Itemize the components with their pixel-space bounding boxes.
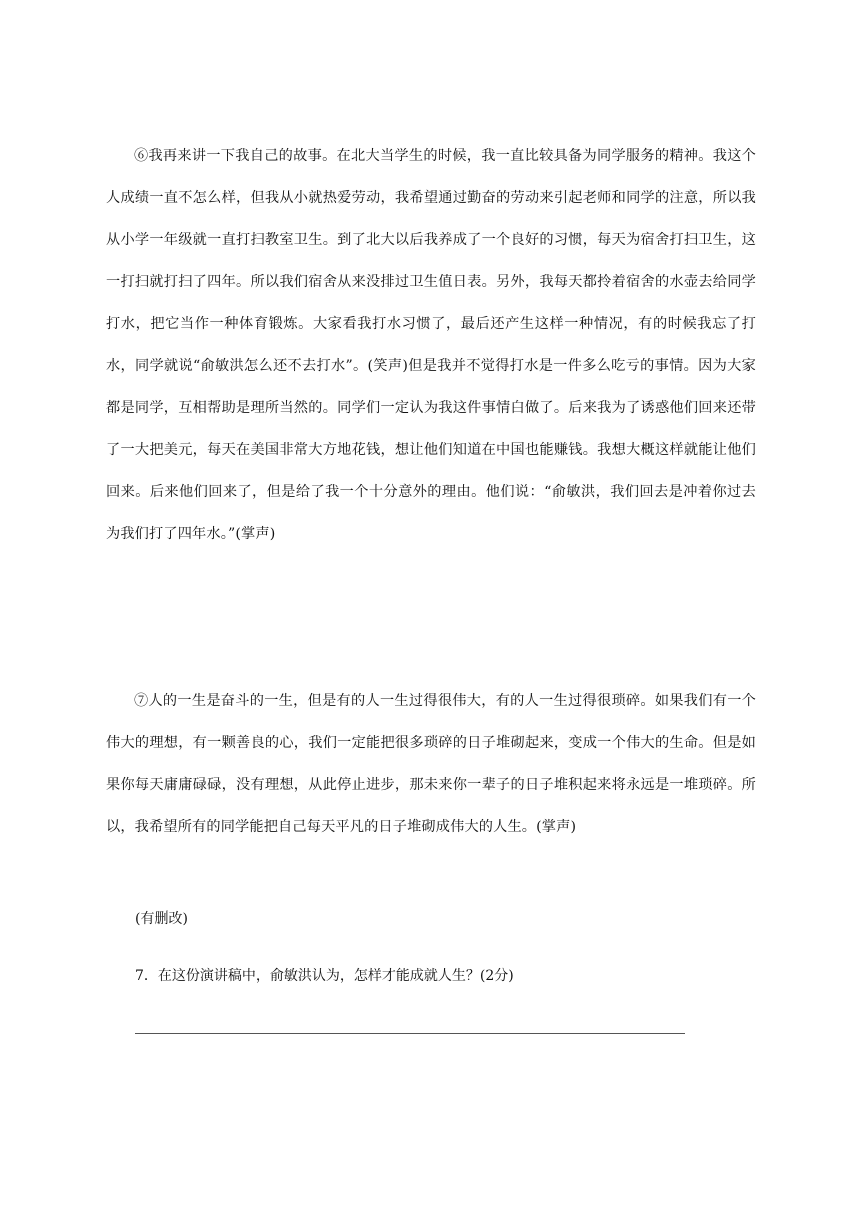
question-7: 7．在这份演讲稿中，俞敏洪认为，怎样才能成就人生？(2分)	[135, 968, 514, 984]
paragraph-7: ⑦人的一生是奋斗的一生，但是有的人一生过得很伟大，有的人一生过得很琐碎。如果我们有一个伟大的理想，有一颗善良的心，我们一定能把很多琐碎的日子堆砌起来，变成一个伟大的生命。但是如果你每天庸庸碌碌，没有理想，从此停止进步，那未来你一辈子的日子堆积起来将永远是一堆琐碎。所以，我希望所有的同学能把自己每天平凡的日子堆砌成伟大的人生。(掌声)	[106, 693, 756, 835]
source-note: (有删改)	[135, 911, 188, 927]
answer-line[interactable]	[135, 1033, 685, 1034]
paragraph-6: ⑥我再来讲一下我自己的故事。在北大当学生的时候，我一直比较具备为同学服务的精神。我这个人成绩一直不怎么样，但我从小就热爱劳动，我希望通过勤奋的劳动来引起老师和同学的注意，所以我从小学一年级就一直打扫教室卫生。到了北大以后我养成了一个良好的习惯，每天为宿舍打扫卫生，这一打扫就打扫了四年。所以我们宿舍从来没排过卫生值日表。另外，我每天都拎着宿舍的水壶去给同学打水，把它当作一种体育锻炼。大家看我打水习惯了，最后还产生这样一种情况，有的时候我忘了打水，同学就说“俞敏洪怎么还不去打水”。(笑声)但是我并不觉得打水是一件多么吃亏的事情。因为大家都是同学，互相帮助是理所当然的。同学们一定认为我这件事情白做了。后来我为了诱惑他们回来还带了一大把美元，每天在美国非常大方地花钱，想让他们知道在中国也能赚钱。我想大概这样就能让他们回来。后来他们回来了，但是给了我一个十分意外的理由。他们说：“俞敏洪，我们回去是冲着你过去为我们打了四年水。”(掌声)	[106, 148, 756, 542]
